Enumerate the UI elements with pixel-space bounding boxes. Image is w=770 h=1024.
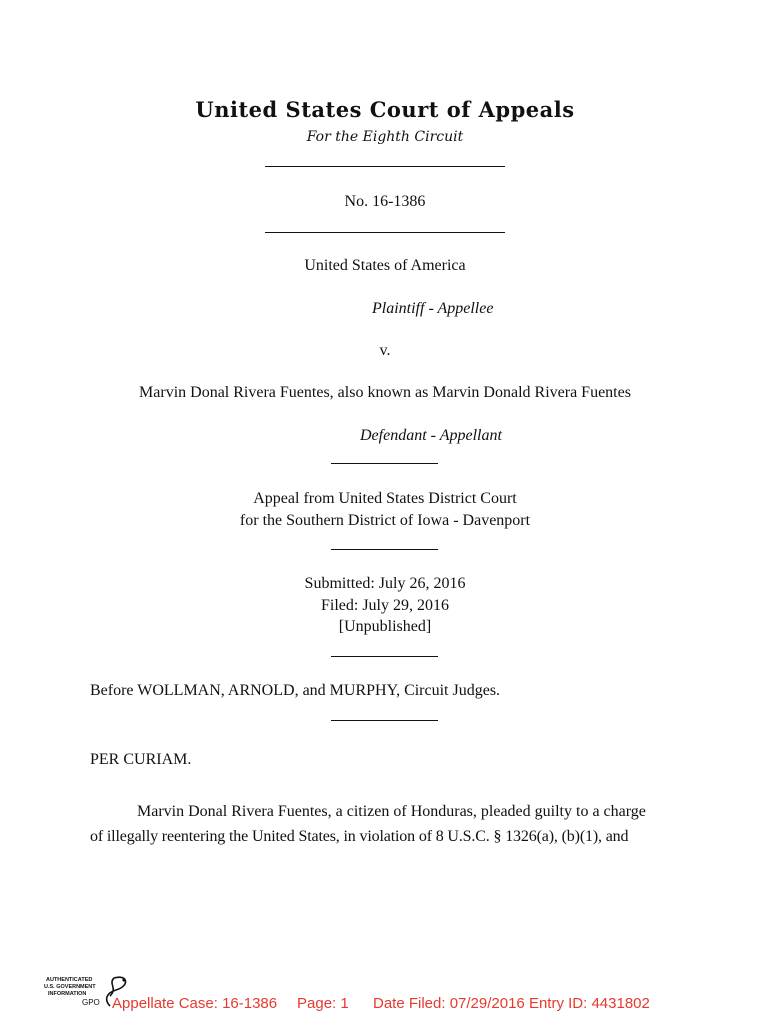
plaintiff-role: Plaintiff - Appellee bbox=[372, 300, 494, 317]
divider bbox=[331, 656, 438, 657]
opinion-heading: PER CURIAM. bbox=[90, 751, 192, 768]
logo-text: AUTHENTICATED bbox=[46, 977, 93, 983]
logo-text: U.S. GOVERNMENT bbox=[44, 984, 96, 990]
appeal-line-1: Appeal from United States District Court bbox=[253, 490, 517, 507]
footer-case: Appellate Case: 16-1386 bbox=[112, 995, 278, 1012]
divider bbox=[265, 232, 505, 233]
submitted-date: Submitted: July 26, 2016 bbox=[304, 575, 466, 592]
plaintiff-name: United States of America bbox=[304, 257, 466, 274]
opinion-paragraph-line-2: of illegally reentering the United States, in violation of 8 U.S.C. § 1326(a), (b)(1), and bbox=[90, 828, 629, 845]
divider bbox=[331, 549, 438, 550]
divider bbox=[331, 463, 438, 464]
footer-date-filed: Date Filed: 07/29/2016 Entry ID: 4431802 bbox=[373, 995, 650, 1012]
panel-judges: Before WOLLMAN, ARNOLD, and MURPHY, Circuit Judges. bbox=[90, 682, 501, 699]
case-number: No. 16-1386 bbox=[344, 193, 426, 210]
appeal-line-2: for the Southern District of Iowa - Davenport bbox=[239, 512, 531, 529]
opinion-paragraph-line-1: Marvin Donal Rivera Fuentes, a citizen of Honduras, pleaded guilty to a charge bbox=[137, 803, 646, 820]
logo-text: INFORMATION bbox=[48, 991, 87, 997]
defendant-role: Defendant - Appellant bbox=[360, 427, 502, 444]
divider bbox=[265, 166, 505, 167]
logo-mark: GPO bbox=[82, 998, 100, 1007]
eagle-head-icon bbox=[122, 978, 125, 981]
footer-page: Page: 1 bbox=[297, 995, 349, 1012]
court-title: United States Court of Appeals bbox=[195, 97, 575, 122]
publication-status: [Unpublished] bbox=[338, 618, 432, 635]
versus: v. bbox=[379, 342, 391, 359]
divider bbox=[331, 720, 438, 721]
defendant-name: Marvin Donal Rivera Fuentes, also known as Marvin Donald Rivera Fuentes bbox=[139, 384, 631, 401]
filed-date: Filed: July 29, 2016 bbox=[320, 597, 449, 614]
circuit-subtitle: For the Eighth Circuit bbox=[306, 129, 464, 145]
